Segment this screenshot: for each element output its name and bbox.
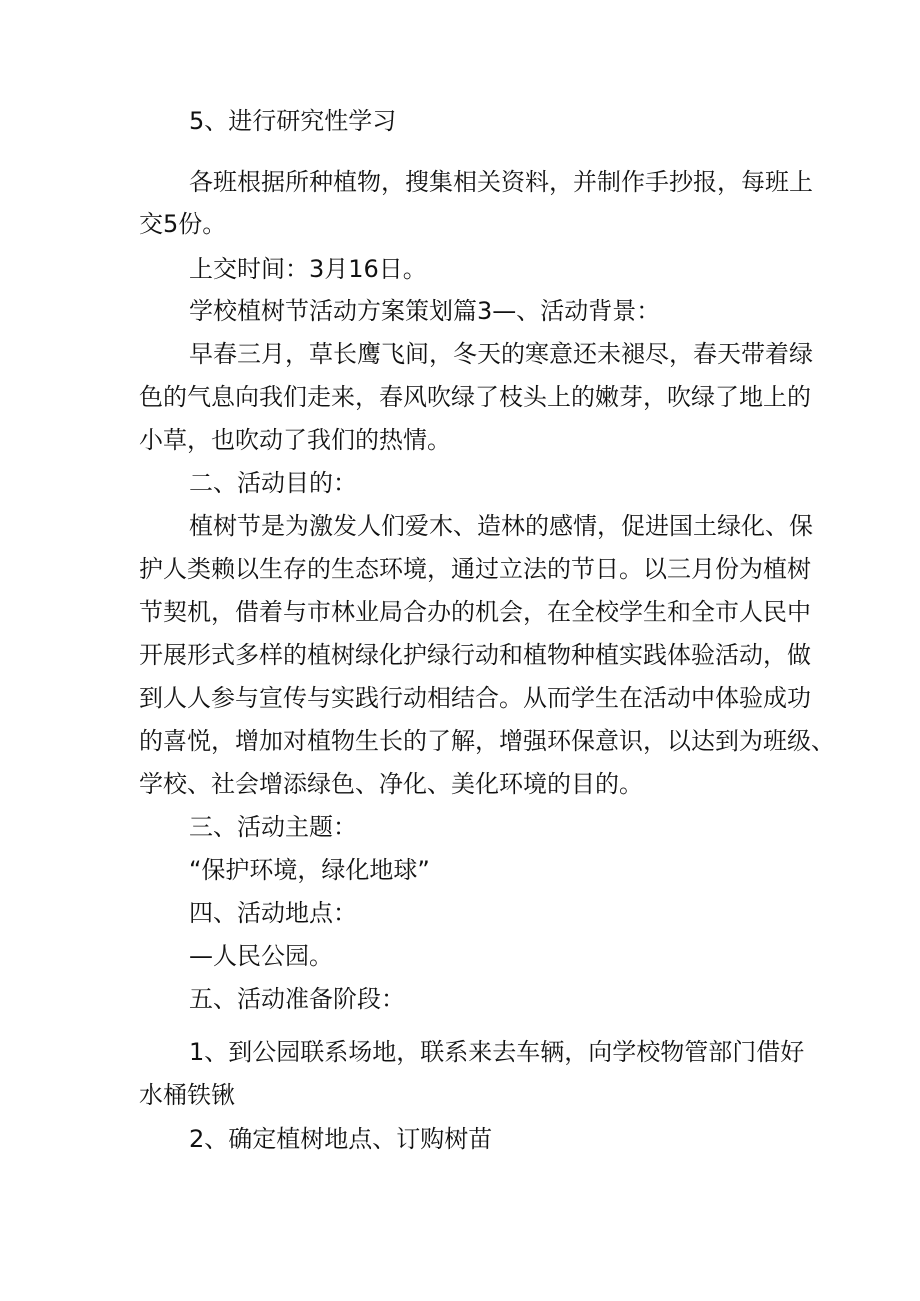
paragraph-line: 小草，也吹动了我们的热情。 (139, 426, 451, 454)
list-item: 1、到公园联系场地，联系来去车辆，向学校物管部门借好 (189, 1038, 805, 1066)
paragraph-line: 开展形式多样的植树绿化护绿行动和植物种植实践体验活动，做 (139, 641, 811, 669)
list-item: 2、确定植树地点、订购树苗 (189, 1125, 493, 1153)
paragraph-line: 交5份。 (139, 210, 227, 238)
paragraph-line: 早春三月，草长鹰飞间，冬天的寒意还未褪尽，春天带着绿 (189, 340, 813, 368)
paragraph-line: 到人人参与宣传与实践行动相结合。从而学生在活动中体验成功 (139, 684, 811, 712)
paragraph-line: 色的气息向我们走来，春风吹绿了枝头上的嫩芽，吹绿了地上的 (139, 383, 811, 411)
paragraph-line: 植树节是为激发人们爱木、造林的感情，促进国土绿化、保 (189, 512, 813, 540)
paragraph-line: 学校、社会增添绿色、净化、美化环境的目的。 (139, 770, 643, 798)
paragraph-submit-time: 上交时间：3月16日。 (189, 255, 427, 283)
section-title-theme: 三、活动主题： (189, 813, 357, 841)
section-title-preparation: 五、活动准备阶段： (189, 985, 405, 1013)
paragraph-line: 的喜悦，增加对植物生长的了解，增强环保意识，以达到为班级、 (139, 727, 835, 755)
section-title-location: 四、活动地点： (189, 899, 357, 927)
heading-research-study: 5、进行研究性学习 (189, 107, 397, 135)
paragraph-line: 节契机，借着与市林业局合办的机会，在全校学生和全市人民中 (139, 598, 811, 626)
list-item-continuation: 水桶铁锹 (139, 1081, 235, 1109)
theme-slogan: “保护环境，绿化地球” (189, 856, 430, 884)
location-text: —人民公园。 (189, 942, 333, 970)
paragraph-line: 护人类赖以生存的生态环境，通过立法的节日。以三月份为植树 (139, 555, 811, 583)
section-title-purpose: 二、活动目的： (189, 469, 357, 497)
paragraph-line: 各班根据所种植物，搜集相关资料，并制作手抄报，每班上 (189, 168, 813, 196)
section-title-background: 学校植树节活动方案策划篇3—、活动背景： (189, 297, 661, 325)
